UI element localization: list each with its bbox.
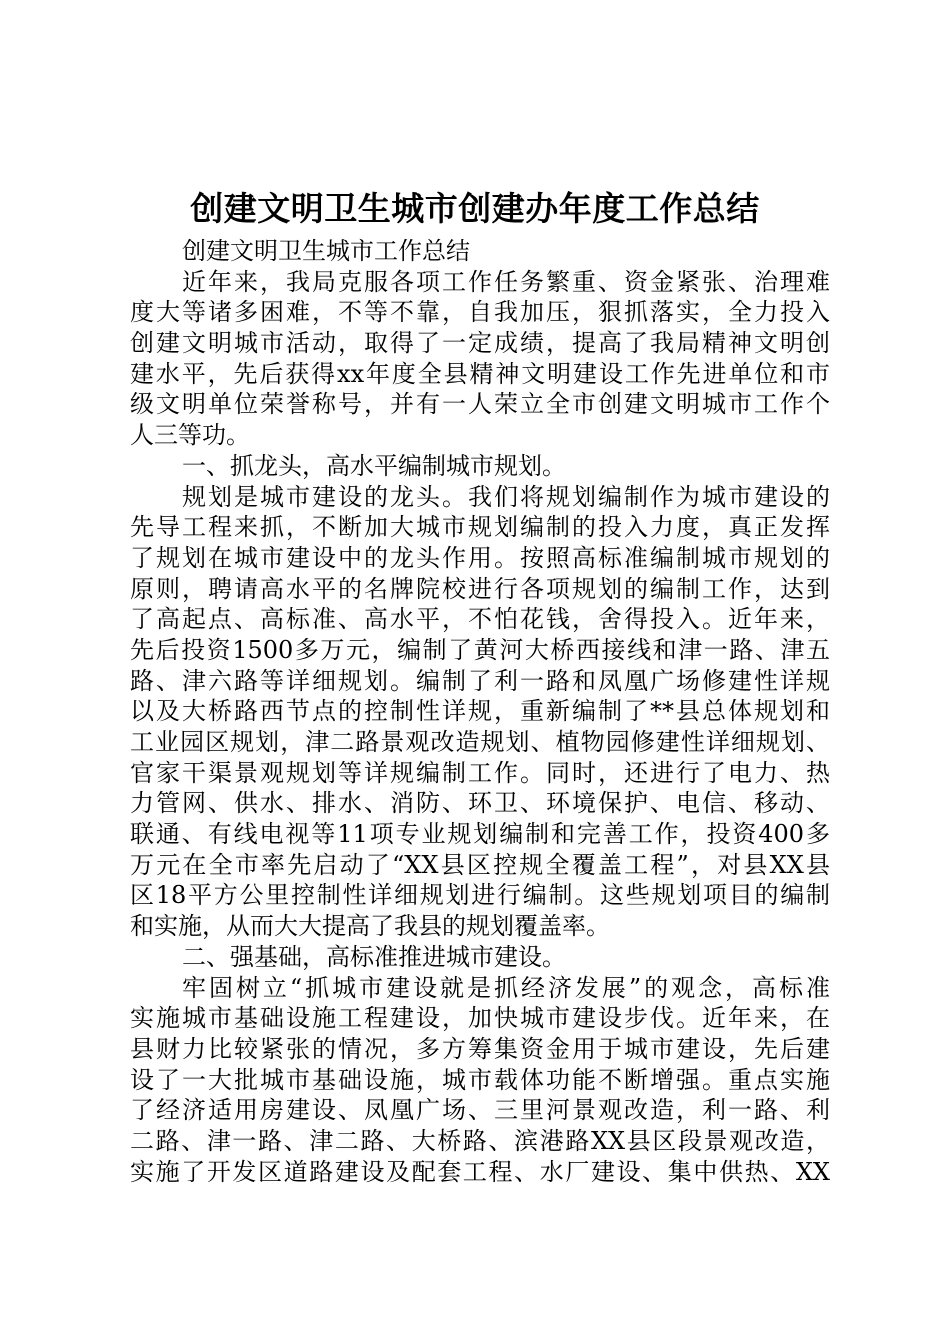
text-line: 设了一大批城市基础设施，城市载体功能不断增强。重点实施 [130,1065,830,1094]
text-line: 度大等诸多困难，不等不靠，自我加压，狠抓落实，全力投入 [130,298,830,327]
text-line: 实施了开发区道路建设及配套工程、水厂建设、集中供热、XX [130,1157,830,1186]
text-line: 二路、津一路、津二路、大桥路、滨港路XX县区段景观改造， [130,1126,830,1155]
text-line: 万元在全市率先启动了“XX县区控规全覆盖工程”，对县XX县 [130,850,830,879]
section-heading: 二、强基础，高标准推进城市建设。 [182,942,566,971]
text-line: 原则，聘请高水平的名牌院校进行各项规划的编制工作，达到 [130,574,830,603]
text-line: 级文明单位荣誉称号，并有一人荣立全市创建文明城市工作个 [130,390,830,419]
text-line: 人三等功。 [130,421,250,450]
text-line: 力管网、供水、排水、消防、环卫、环境保护、电信、移动、 [130,789,830,818]
text-line: 官家干渠景观规划等详规编制工作。同时，还进行了电力、热 [130,758,830,787]
text-line: 工业园区规划，津二路景观改造规划、植物园修建性详细规划、 [130,728,830,756]
text-line: 规划是城市建设的龙头。我们将规划编制作为城市建设的 [182,482,830,511]
text-line: 路、津六路等详细规划。编制了利一路和凤凰广场修建性详规 [130,666,830,695]
text-line: 近年来，我局克服各项工作任务繁重、资金紧张、治理难 [182,267,830,296]
document-body [130,236,830,1187]
document-title: 创建文明卫生城市创建办年度工作总结 [190,189,760,228]
text-line: 区18平方公里控制性详细规划进行编制。这些规划项目的编制 [130,881,830,910]
text-line: 先导工程来抓，不断加大城市规划编制的投入力度，真正发挥 [130,513,830,542]
text-line: 了高起点、高标准、高水平，不怕花钱，舍得投入。近年来， [130,605,830,634]
text-line: 建水平，先后获得xx年度全县精神文明建设工作先进单位和市 [130,359,830,388]
text-line: 以及大桥路西节点的控制性详规，重新编制了**县总体规划和 [130,697,830,726]
section-heading: 一、抓龙头，高水平编制城市规划。 [182,451,566,480]
text-line: 牢固树立“抓城市建设就是抓经济发展”的观念，高标准 [182,973,830,1002]
text-line: 了规划在城市建设中的龙头作用。按照高标准编制城市规划的 [130,543,830,572]
text-line: 县财力比较紧张的情况，多方筹集资金用于城市建设，先后建 [130,1034,830,1063]
text-line: 联通、有线电视等11项专业规划编制和完善工作，投资400多 [130,820,830,849]
text-line: 了经济适用房建设、凤凰广场、三里河景观改造，利一路、利 [130,1096,830,1125]
text-line: 创建文明卫生城市工作总结 [182,237,470,265]
text-line: 和实施，从而大大提高了我县的规划覆盖率。 [130,912,610,941]
text-line: 创建文明城市活动，取得了一定成绩，提高了我局精神文明创 [130,329,830,358]
text-line: 先后投资1500多万元，编制了黄河大桥西接线和津一路、津五 [130,635,830,664]
text-line: 实施城市基础设施工程建设，加快城市建设步伐。近年来，在 [130,1004,830,1033]
